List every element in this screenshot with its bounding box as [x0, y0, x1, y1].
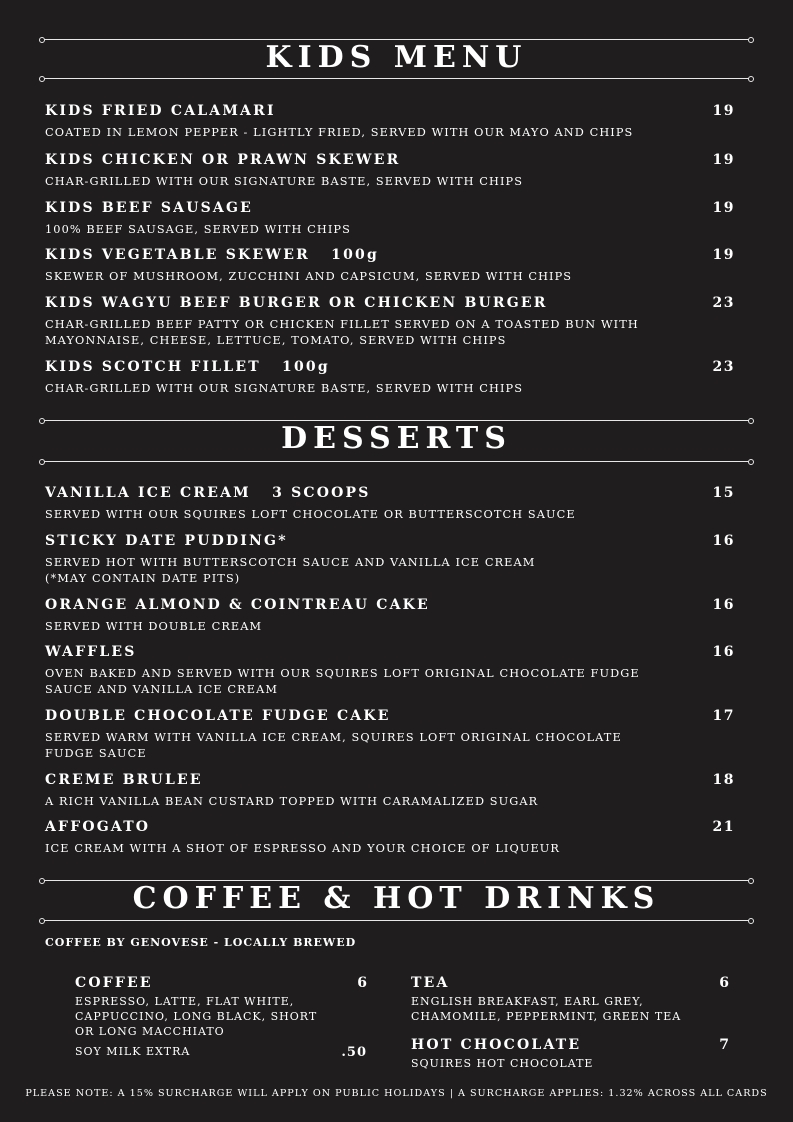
item-name: CREME BRULEE: [45, 772, 203, 788]
drink-price: 7: [719, 1037, 729, 1053]
kids-menu-title: KIDS MENU: [265, 40, 528, 75]
soy-milk-extra: [75, 1045, 367, 1058]
item-description: CHAR-GRILLED WITH OUR SIGNATURE BASTE, SERVED WITH CHIPS: [45, 175, 524, 188]
item-price: 15: [712, 485, 735, 501]
item-description: 100% BEEF SAUSAGE, SERVED WITH CHIPS: [45, 223, 351, 236]
menu-item: [45, 643, 735, 698]
desserts-title: DESSERTS: [281, 421, 512, 456]
item-price: 16: [712, 533, 735, 549]
item-price: 21: [712, 819, 735, 835]
drink-item-coffee: [75, 974, 367, 1039]
menu-item: [45, 818, 735, 857]
menu-item: [45, 199, 735, 238]
soy-price: .50: [341, 1045, 367, 1060]
menu-item: [45, 294, 735, 349]
drink-name: TEA: [411, 975, 450, 991]
item-name: ORANGE ALMOND & COINTREAU CAKE: [45, 597, 430, 613]
drink-price: 6: [357, 975, 367, 991]
item-description: SERVED WARM WITH VANILLA ICE CREAM, SQUIRES LOFT ORIGINAL CHOCOLATE FUDGE SAUCE: [45, 731, 622, 760]
item-price: 19: [712, 103, 735, 119]
drink-name: COFFEE: [75, 975, 153, 991]
item-description: ICE CREAM WITH A SHOT OF ESPRESSO AND YOUR CHOICE OF LIQUEUR: [45, 842, 561, 855]
item-price: 19: [712, 247, 735, 263]
item-name: KIDS SCOTCH FILLET 100g: [45, 359, 330, 375]
item-name: KIDS VEGETABLE SKEWER 100g: [45, 247, 379, 263]
drink-description: SQUIRES HOT CHOCOLATE: [411, 1057, 594, 1070]
item-price: 18: [712, 772, 735, 788]
item-name: KIDS WAGYU BEEF BURGER OR CHICKEN BURGER: [45, 295, 548, 311]
coffee-subheading: COFFEE BY GENOVESE - LOCALLY BREWED: [45, 936, 357, 949]
item-price: 19: [712, 152, 735, 168]
item-name: WAFFLES: [45, 644, 137, 660]
item-price: 16: [712, 644, 735, 660]
item-description: A RICH VANILLA BEAN CUSTARD TOPPED WITH CARAMALIZED SUGAR: [45, 795, 539, 808]
item-name: KIDS CHICKEN OR PRAWN SKEWER: [45, 152, 401, 168]
item-name: KIDS FRIED CALAMARI: [45, 103, 276, 119]
item-description: SERVED WITH OUR SQUIRES LOFT CHOCOLATE OR BUTTERSCOTCH SAUCE: [45, 508, 576, 521]
item-description: COATED IN LEMON PEPPER - LIGHTLY FRIED, SERVED WITH OUR MAYO AND CHIPS: [45, 126, 634, 139]
drink-price: 6: [719, 975, 729, 991]
divider: [40, 918, 753, 924]
drink-description: ENGLISH BREAKFAST, EARL GREY, CHAMOMILE, PEPPERMINT, GREEN TEA: [411, 995, 682, 1023]
menu-item: [45, 358, 735, 397]
drink-item-hot-chocolate: [411, 1036, 729, 1071]
item-description: SERVED WITH DOUBLE CREAM: [45, 620, 263, 633]
item-price: 23: [712, 359, 735, 375]
menu-item: [45, 532, 735, 587]
menu-item: [45, 102, 735, 141]
item-name: VANILLA ICE CREAM 3 SCOOPS: [45, 485, 371, 501]
divider: [40, 76, 753, 82]
item-description: SKEWER OF MUSHROOM, ZUCCHINI AND CAPSICUM, SERVED WITH CHIPS: [45, 270, 573, 283]
drink-item-tea: [411, 974, 729, 1024]
drinks-title: COFFEE & HOT DRINKS: [132, 881, 661, 916]
menu-item: [45, 596, 735, 635]
item-description: SERVED HOT WITH BUTTERSCOTCH SAUCE AND VANILLA ICE CREAM: [45, 556, 536, 569]
menu-item: [45, 707, 735, 762]
item-name: STICKY DATE PUDDING*: [45, 533, 288, 549]
item-description: CHAR-GRILLED WITH OUR SIGNATURE BASTE, SERVED WITH CHIPS: [45, 382, 524, 395]
menu-item: [45, 151, 735, 190]
item-name: AFFOGATO: [45, 819, 151, 835]
item-price: 23: [712, 295, 735, 311]
item-name: KIDS BEEF SAUSAGE: [45, 200, 254, 216]
item-note: (*MAY CONTAIN DATE PITS): [45, 572, 241, 585]
item-price: 17: [712, 708, 735, 724]
menu-item: [45, 484, 735, 523]
item-price: 19: [712, 200, 735, 216]
menu-item: [45, 246, 735, 285]
drink-description: ESPRESSO, LATTE, FLAT WHITE, CAPPUCCINO, LONG BLACK, SHORT OR LONG MACCHIATO: [75, 995, 318, 1038]
item-description: OVEN BAKED AND SERVED WITH OUR SQUIRES LOFT ORIGINAL CHOCOLATE FUDGE SAUCE AND VANILLA ICE CREAM: [45, 667, 640, 696]
item-description: CHAR-GRILLED BEEF PATTY OR CHICKEN FILLET SERVED ON A TOASTED BUN WITH MAYONNAISE, CHEESE, LETTUCE, TOMATO, SERVED WITH CHIPS: [45, 318, 639, 347]
drink-name: HOT CHOCOLATE: [411, 1037, 582, 1053]
item-price: 16: [712, 597, 735, 613]
divider: [40, 459, 753, 465]
surcharge-footer: PLEASE NOTE: A 15% SURCHARGE WILL APPLY ON PUBLIC HOLIDAYS | A SURCHARGE APPLIES: 1.32% ACROSS ALL CARDS: [25, 1088, 768, 1099]
item-name: DOUBLE CHOCOLATE FUDGE CAKE: [45, 708, 391, 724]
soy-label: SOY MILK EXTRA: [75, 1045, 191, 1058]
menu-item: [45, 771, 735, 810]
